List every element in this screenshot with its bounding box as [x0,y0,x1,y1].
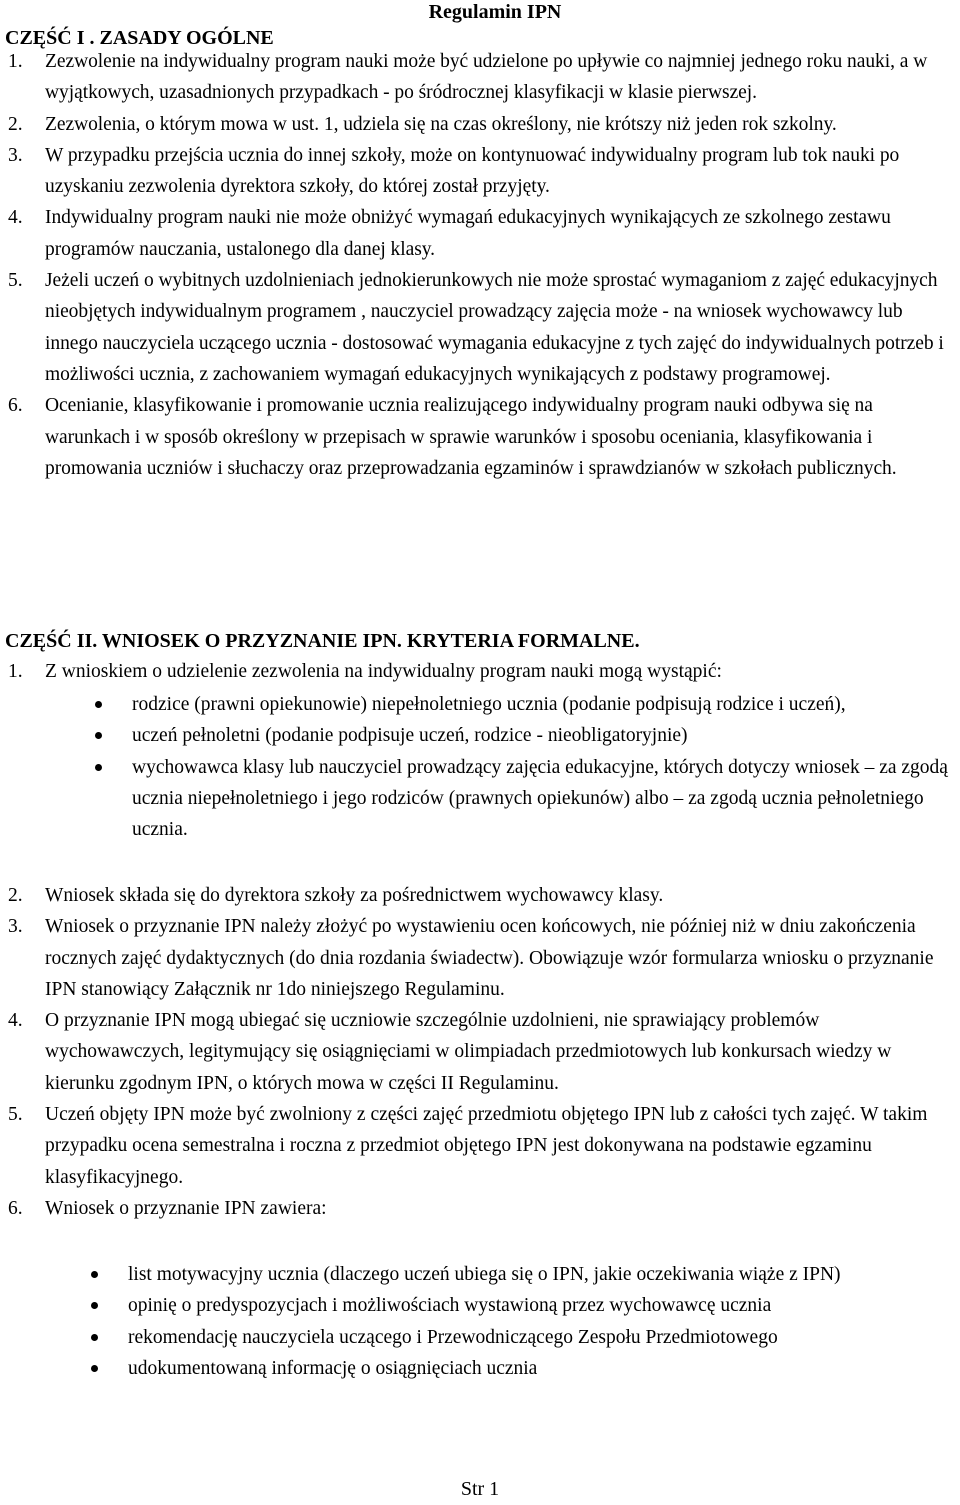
document-title: Regulamin IPN [428,1,562,23]
list-item [0,109,956,140]
item-text: Z wnioskiem o udzielenie zezwolenia na indywidualny program nauki mogą wystąpić: [45,661,722,682]
item-number: 1. [8,661,23,682]
list-item [0,46,956,109]
bullet-dot-icon [91,1334,98,1341]
bullet-dot-icon [95,701,102,708]
bullet-item [0,1290,956,1321]
part1-heading: CZĘŚĆ I . ZASADY OGÓLNE [5,27,274,49]
item-number: 4. [8,207,23,229]
list-item [0,202,956,265]
list-item [0,265,956,390]
part2-list-continued [0,880,956,1224]
bullet-text: uczeń pełnoletni (podanie podpisuje uczeń, rodzice - nieobligatoryjnie) [132,725,688,747]
bullet-text: udokumentowaną informację o osiągnięciach ucznia [128,1357,538,1379]
list-item [0,1099,956,1193]
item-text: Wniosek o przyznanie IPN zawiera: [45,1197,327,1219]
bullet-dot-icon [95,764,102,771]
item-number: 2. [8,885,23,906]
list-item [0,880,956,911]
item-number: 3. [8,144,23,166]
bullet-item [0,1322,956,1353]
bullet-text: wychowawca klasy lub nauczyciel prowadzący zajęcia edukacyjne, których dotyczy wniosek – za zgodą ucznia niepełnoletniego i jego rodziców (prawnych opiekunów) albo – za zgodą ucznia pełnoletniego ucznia. [132,756,948,841]
item-text: Wniosek składa się do dyrektora szkoły za pośrednictwem wychowawcy klasy. [45,885,664,906]
list-item [0,656,956,687]
bullet-item [0,1259,956,1290]
item-text: O przyznanie IPN mogą ubiegać się uczniowie szczególnie uzdolnieni, nie sprawiający problemów wychowawczych, legitymujący się osiągnięciami w olimpiadach przedmiotowych lub konkursach wiedzy w kierunku zgodnym IPN, o których mowa w części II Regulaminu. [45,1010,892,1094]
item-number: 6. [8,395,23,417]
part1-list [0,46,956,484]
item-text: Ocenianie, klasyfikowanie i promowanie ucznia realizującego indywidualny program nauki odbywa się na warunkach i w sposób określony w przepisach w sprawie warunków i sposobu oceniania, klasyfikowania i promowania uczniów i słuchaczy oraz przeprowadzania egzaminów i sprawdzianów w szkołach publicznych. [45,395,897,479]
bullet-dot-icon [95,732,102,739]
bullet-item [0,689,956,720]
item-text: W przypadku przejścia ucznia do innej szkoły, może on kontynuować indywidualny program lub tok nauki po uzyskaniu zezwolenia dyrektora szkoły, do której został przyjęty. [45,144,900,198]
list-item [0,140,956,203]
item-text: Wniosek o przyznanie IPN należy złożyć po wystawieniu ocen końcowych, nie później niż w dniu zakończenia rocznych zajęć dydaktycznych (do dnia rozdania świadectw). Obowiązuje wzór formularza wniosku o przyznanie IPN stanowiący Załącznik nr 1do niniejszego Regulaminu. [45,916,934,1000]
bullet-item [0,1353,956,1384]
part2-item1-bullets [0,689,956,845]
page-number: Str 1 [460,1478,500,1500]
item-text: Indywidualny program nauki nie może obniżyć wymagań edukacyjnych wynikających ze szkolnego zestawu programów nauczania, ustalonego dla danej klasy. [45,207,891,260]
item-number: 2. [8,113,23,135]
item-number: 4. [8,1010,23,1032]
list-item [0,390,956,484]
bullet-text: rekomendację nauczyciela uczącego i Przewodniczącego Zespołu Przedmiotowego [128,1326,778,1348]
part2-list [0,656,956,687]
bullet-text: rodzice (prawni opiekunowie) niepełnoletniego ucznia (podanie podpisują rodzice i uczeń), [132,694,846,715]
item-text: Jeżeli uczeń o wybitnych uzdolnieniach jednokierunkowych nie może sprostać wymaganiom z zajęć edukacyjnych nieobjętych indywidualnym programem , nauczyciel prowadzący zajęcia może - na wniosek wychowawcy lub innego nauczyciela uczącego ucznia - dostosować wymagania edukacyjne z tych zajęć do indywidualnych potrzeb i możliwości ucznia, z zachowaniem wymagań edukacyjnych wynikających z podstawy programowej. [45,270,944,385]
item-text: Zezwolenia, o którym mowa w ust. 1, udziela się na czas określony, nie krótszy niż jeden rok szkolny. [45,113,837,135]
item-number: 5. [8,270,23,292]
bullet-item [0,752,956,846]
item-number: 6. [8,1197,23,1219]
part2-heading: CZĘŚĆ II. WNIOSEK O PRZYZNANIE IPN. KRYTERIA FORMALNE. [5,630,640,652]
item-number: 1. [8,51,23,72]
bullet-item [0,720,956,751]
item-number: 3. [8,916,23,938]
item-text: Zezwolenie na indywidualny program nauki może być udzielone po upływie co najmniej jednego roku nauki, a w wyjątkowych, uzasadnionych przypadkach - po śródrocznej klasyfikacji w klasie pierwszej. [45,51,928,104]
item-text: Uczeń objęty IPN może być zwolniony z części zajęć przedmiotu objętego IPN lub z całości tych zajęć. W takim przypadku ocena semestralna i roczna z przedmiot objętego IPN jest dokonywana na podstawie egzaminu klasyfikacyjnego. [45,1104,928,1188]
bullet-dot-icon [91,1365,98,1372]
item-number: 5. [8,1104,23,1126]
bullet-text: opinię o predyspozycjach i możliwościach wystawioną przez wychowawcę ucznia [128,1295,772,1317]
bullet-dot-icon [91,1271,98,1278]
list-item [0,1193,956,1224]
part2-item6-bullets [0,1259,956,1384]
bullet-dot-icon [91,1302,98,1309]
list-item [0,911,956,1005]
bullet-text: list motywacyjny ucznia (dlaczego uczeń ubiega się o IPN, jakie oczekiwania wiąże z IPN) [128,1264,841,1285]
list-item [0,1005,956,1099]
